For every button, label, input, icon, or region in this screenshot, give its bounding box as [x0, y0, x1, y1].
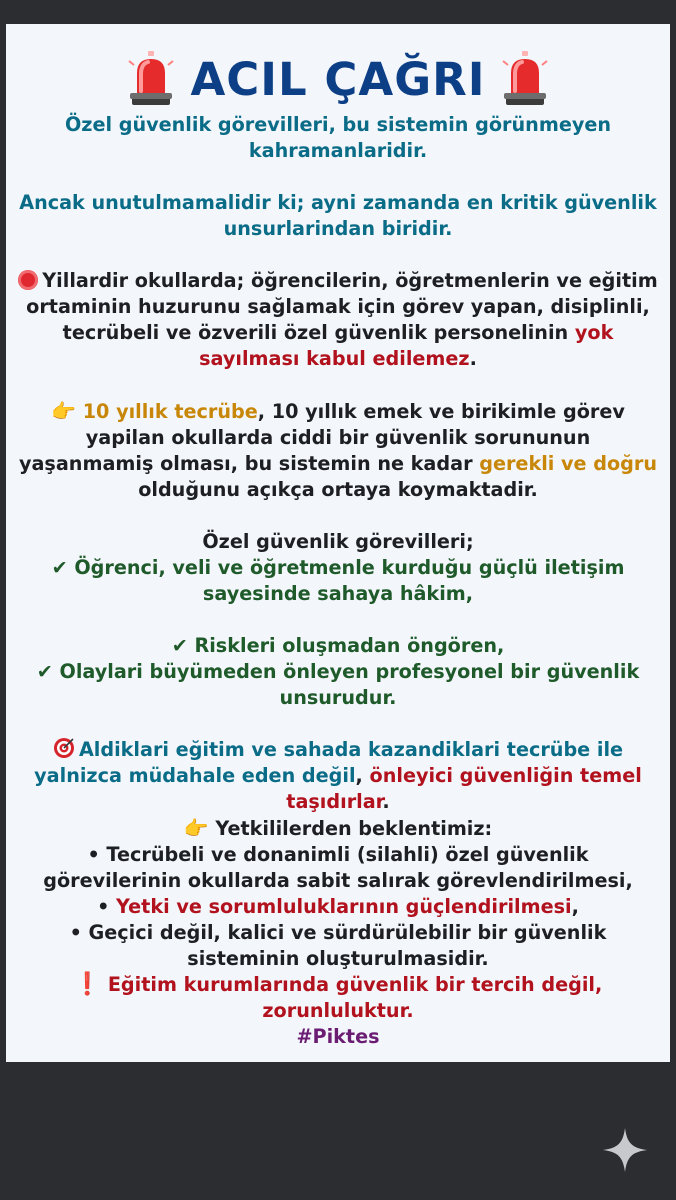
target-icon [53, 737, 75, 759]
expectation-item-3: • Geçici değil, kalici ve sürdürülebilir bir güvenlik sisteminin oluşturulmasidir. [69, 921, 607, 970]
paragraph-2: 👉 10 yıllık tecrübe, 10 yıllık emek ve birikimle görev yapilan okullarda ciddi bir güvenlik sorununun yaşanmamiş olması, bu sistemin ne kadar gerekli ve doğru olduğunu açıkça ortaya koymaktadir. [18, 399, 658, 501]
pointing-hand-icon: 👉 [51, 399, 76, 423]
paragraph-1: Yillardir okullarda; öğrencilerin, öğretmenlerin ve eğitim ortaminin huzurunu sağlamak için görev yapan, disiplinli, tecrübeli ve özverili özel güvenlik personelinin yok sayılması kabul edilemez. [16, 268, 660, 372]
highlight-red: önleyici güvenliğin temel taşıdırlar [286, 764, 642, 813]
announcement-card [6, 24, 670, 1062]
check-icon: ✔ [36, 660, 53, 683]
intro-line-1: Özel güvenlik görevilleri, bu sistemin görünmeyen kahramanlaridir. [64, 113, 612, 162]
list-item-1: ✔ Öğrenci, veli ve öğretmenle kurduğu güçlü iletişim sayesinde sahaya hâkim, [51, 556, 625, 605]
title-row [16, 50, 660, 108]
expectation-item-1: • Tecrübeli ve donanimli (silahli) özel güvenlik görevilerinin okullarda sabit salırak görevlendirilmesi, [43, 843, 633, 892]
pointing-hand-icon: 👉 [183, 816, 209, 840]
stop-sign-icon [18, 270, 38, 290]
list-item-3: ✔ Olaylari büyümeden önleyen profesyonel bir güvenlik unsurudur. [36, 660, 640, 709]
sparkle-icon[interactable] [600, 1125, 650, 1175]
paragraph-3: Aldiklari eğitim ve sahada kazandiklari tecrübe ile yalnizca müdahale eden değil, önleyici güvenliğin temel taşıdırlar. [34, 738, 642, 813]
check-icon: ✔ [171, 634, 188, 657]
closing-statement: ❗ Eğitim kurumlarında güvenlik bir tercih değil, zorunluluktur. [73, 972, 603, 1022]
expectation-item-2: • Yetki ve sorumluluklarının güçlendirilmesi, [97, 895, 579, 918]
highlight-red: yok sayılması kabul edilemez [199, 321, 614, 370]
hashtag: #Piktes [296, 1025, 380, 1048]
exclamation-icon: ❗ [73, 972, 102, 997]
expectations-heading: 👉 Yetkililerden beklentimiz: [183, 816, 493, 840]
highlight-gold: 10 yıllık tecrübe [82, 400, 258, 423]
siren-icon [500, 51, 550, 107]
list-item-2: ✔ Riskleri oluşmadan öngören, [171, 634, 505, 657]
highlight-red: Yetki ve sorumluluklarının güçlendirilmesi [116, 895, 572, 918]
top-bar [0, 0, 676, 24]
intro-line-2: Ancak unutulmamalidir ki; ayni zamanda en kritik güvenlik unsurlarindan biridir. [19, 191, 657, 240]
highlight-gold: gerekli ve doğru [479, 452, 658, 475]
page-title: ACIL ÇAĞRI [190, 52, 486, 106]
list-heading: Özel güvenlik görevilleri; [202, 530, 474, 553]
siren-icon [126, 51, 176, 107]
check-icon: ✔ [51, 556, 68, 579]
